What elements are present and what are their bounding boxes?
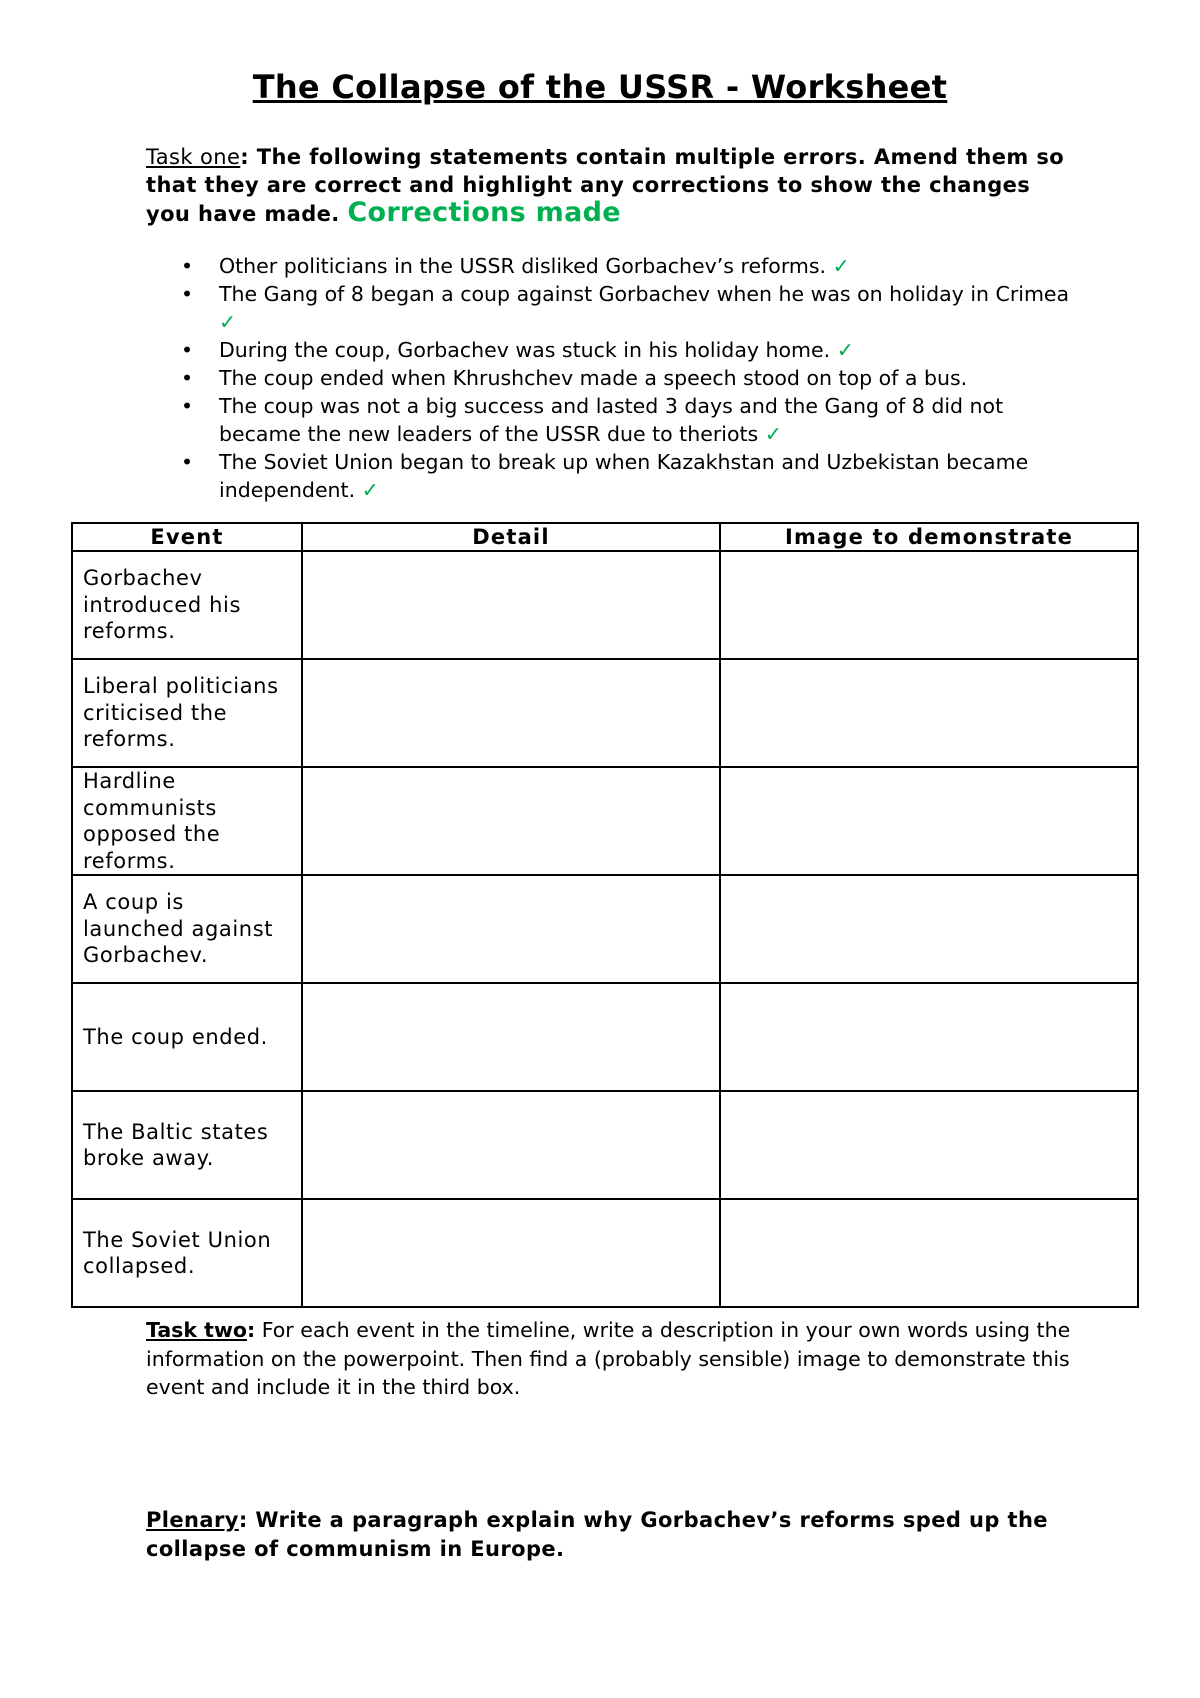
statement-text: Other politicians in the USSR disliked Gorbachev’s reforms. xyxy=(219,254,833,278)
task-one-text: The following statements contain multiple errors. Amend them so that they are correct and highlight any corrections to show the changes you have made. xyxy=(146,145,1065,226)
task-two-instructions xyxy=(146,1316,1076,1402)
image-cell[interactable] xyxy=(720,1199,1138,1307)
event-cell: Gorbachev introduced his reforms. xyxy=(72,551,302,659)
event-cell: The Soviet Union collapsed. xyxy=(72,1199,302,1307)
detail-cell[interactable] xyxy=(302,1199,720,1307)
corrections-made-note: Corrections made xyxy=(347,197,621,228)
list-item xyxy=(146,364,1076,392)
detail-cell[interactable] xyxy=(302,767,720,875)
plenary-colon: : xyxy=(238,1508,248,1532)
bullet-icon: • xyxy=(181,338,194,362)
statement-list xyxy=(146,252,1076,504)
image-cell[interactable] xyxy=(720,659,1138,767)
header-detail: Detail xyxy=(302,523,720,551)
statement-text: The coup ended when Khrushchev made a speech stood on top of a bus. xyxy=(219,366,968,390)
table-row xyxy=(72,659,1138,767)
task-two-label: Task two xyxy=(146,1318,247,1342)
list-item xyxy=(146,280,1076,336)
event-cell: Hardline communists opposed the reforms. xyxy=(72,767,302,875)
detail-cell[interactable] xyxy=(302,983,720,1091)
bullet-icon: • xyxy=(181,254,194,278)
statement-text: The coup was not a big success and lasted 3 days and the Gang of 8 did not became the new leaders of the USSR due to theriots xyxy=(219,394,1004,446)
statement-text: The Soviet Union began to break up when Kazakhstan and Uzbekistan became independent. xyxy=(219,450,1029,502)
table-row xyxy=(72,1199,1138,1307)
list-item xyxy=(146,448,1076,504)
check-icon: ✓ xyxy=(836,338,854,362)
event-cell: The Baltic states broke away. xyxy=(72,1091,302,1199)
detail-cell[interactable] xyxy=(302,1091,720,1199)
table-row xyxy=(72,767,1138,875)
event-cell: Liberal politicians criticised the reforms. xyxy=(72,659,302,767)
table-row xyxy=(72,875,1138,983)
task-two-text: For each event in the timeline, write a description in your own words using the information on the powerpoint. Then find a (probably sensible) image to demonstrate this event and include it in the third box. xyxy=(146,1318,1071,1399)
event-cell: A coup is launched against Gorbachev. xyxy=(72,875,302,983)
list-item xyxy=(146,336,1076,364)
task-two-colon: : xyxy=(246,1318,256,1342)
image-cell[interactable] xyxy=(720,983,1138,1091)
statement-text: During the coup, Gorbachev was stuck in his holiday home. xyxy=(219,338,837,362)
plenary-label: Plenary xyxy=(146,1508,239,1532)
bullet-icon: • xyxy=(181,450,194,474)
table-row xyxy=(72,1091,1138,1199)
detail-cell[interactable] xyxy=(302,551,720,659)
header-image: Image to demonstrate xyxy=(720,523,1138,551)
timeline-table xyxy=(71,522,1139,1308)
list-item xyxy=(146,252,1076,280)
check-icon: ✓ xyxy=(361,478,379,502)
image-cell[interactable] xyxy=(720,767,1138,875)
plenary-instructions xyxy=(146,1506,1076,1563)
check-icon: ✓ xyxy=(764,422,782,446)
event-cell: The coup ended. xyxy=(72,983,302,1091)
table-header-row xyxy=(72,523,1138,551)
list-item xyxy=(146,392,1076,448)
task-one-colon: : xyxy=(240,145,250,169)
plenary-text: Write a paragraph explain why Gorbachev’s reforms sped up the collapse of communism in Europe. xyxy=(146,1508,1048,1561)
detail-cell[interactable] xyxy=(302,875,720,983)
image-cell[interactable] xyxy=(720,875,1138,983)
table-row xyxy=(72,551,1138,659)
bullet-icon: • xyxy=(181,366,194,390)
detail-cell[interactable] xyxy=(302,659,720,767)
check-icon: ✓ xyxy=(219,310,237,334)
bullet-icon: • xyxy=(181,394,194,418)
task-one-label: Task one xyxy=(146,145,241,169)
image-cell[interactable] xyxy=(720,1091,1138,1199)
header-event: Event xyxy=(72,523,302,551)
check-icon: ✓ xyxy=(832,254,850,278)
task-one-instructions xyxy=(146,143,1076,228)
table-row xyxy=(72,983,1138,1091)
image-cell[interactable] xyxy=(720,551,1138,659)
page-title: The Collapse of the USSR - Worksheet xyxy=(252,68,948,106)
bullet-icon: • xyxy=(181,282,194,306)
statement-text: The Gang of 8 began a coup against Gorbachev when he was on holiday in Crimea xyxy=(219,282,1070,306)
